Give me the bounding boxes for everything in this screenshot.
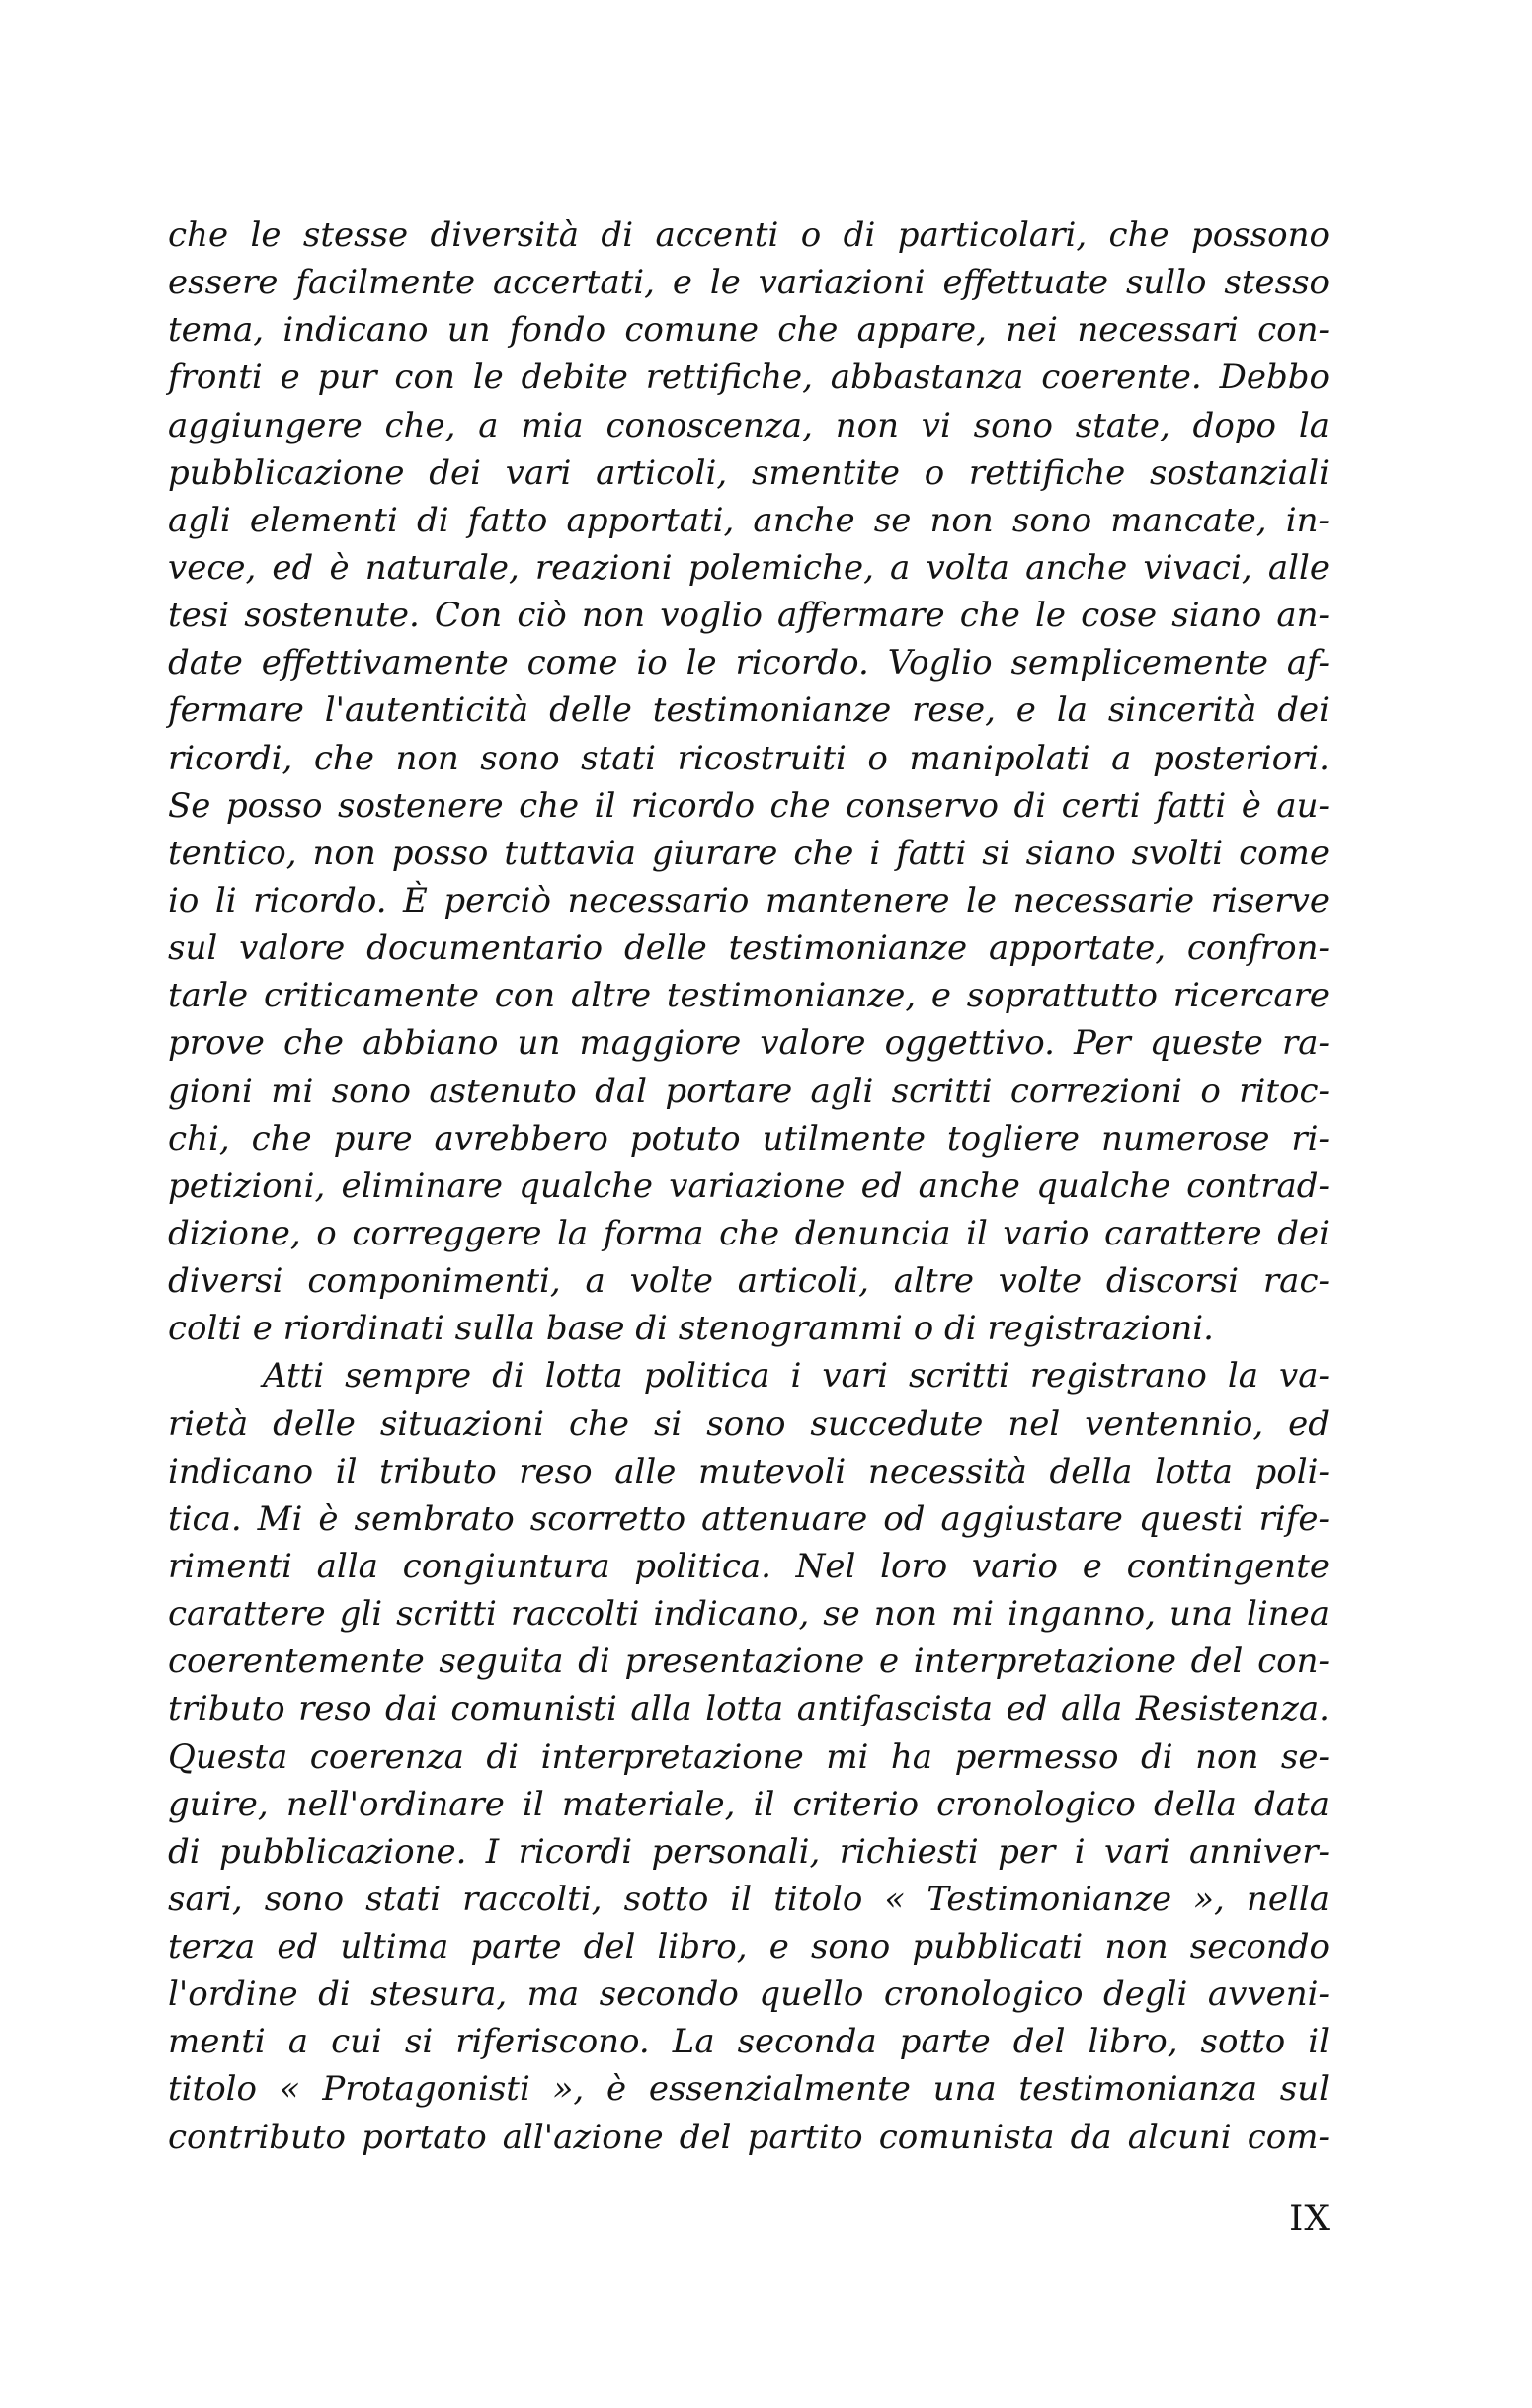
text-line: tributo reso dai comunisti alla lotta antifascista ed alla Resistenza.: [168, 1689, 1330, 1729]
text-line: diversi componimenti, a volte articoli, altre volte discorsi rac-: [168, 1261, 1330, 1302]
text-line: pubblicazione dei vari articoli, smentite o rettifiche sostanziali: [168, 452, 1330, 493]
text-line: sari, sono stati raccolti, sotto il titolo « Testimonianze », nella: [168, 1879, 1330, 1919]
text-line: fermare l'autenticità delle testimonianze rese, e la sincerità dei: [168, 690, 1330, 731]
text-line: tica. Mi è sembrato scorretto attenuare od aggiustare questi rife-: [168, 1498, 1330, 1539]
text-line-paragraph-start: Atti sempre di lotta politica i vari scritti registrano la va-: [263, 1356, 1330, 1397]
text-line: Se posso sostenere che il ricordo che conservo di certi fatti è au-: [168, 785, 1330, 826]
text-line: io li ricordo. È perciò necessario mantenere le necessarie riserve: [168, 880, 1330, 921]
text-line: sul valore documentario delle testimonianze apportate, confron-: [168, 928, 1330, 969]
text-line: titolo « Protagonisti », è essenzialmente una testimonianza sul: [168, 2069, 1330, 2110]
text-line: l'ordine di stesura, ma secondo quello cronologico degli avveni-: [168, 1974, 1330, 2015]
text-line: gioni mi sono astenuto dal portare agli scritti correzioni o ritoc-: [168, 1071, 1330, 1111]
text-line: tesi sostenute. Con ciò non voglio affermare che le cose siano an-: [168, 596, 1330, 636]
text-line: che le stesse diversità di accenti o di particolari, che possono: [168, 215, 1330, 255]
text-line: menti a cui si riferiscono. La seconda parte del libro, sotto il: [168, 2022, 1330, 2062]
text-line: rimenti alla congiuntura politica. Nel loro vario e contingente: [168, 1546, 1330, 1586]
text-line: dizione, o correggere la forma che denuncia il vario carattere dei: [168, 1213, 1330, 1253]
text-line: rietà delle situazioni che si sono succedute nel ventennio, ed: [168, 1404, 1330, 1444]
text-line: Questa coerenza di interpretazione mi ha permesso di non se-: [168, 1736, 1330, 1777]
text-line: indicano il tributo reso alle mutevoli necessità della lotta poli-: [168, 1451, 1330, 1491]
text-line: fronti e pur con le debite rettifiche, abbastanza coerente. Debbo: [168, 358, 1330, 398]
body-text: [168, 211, 1330, 2161]
text-line: tentico, non posso tuttavia giurare che i fatti si siano svolti come: [168, 833, 1330, 873]
text-line: prove che abbiano un maggiore valore oggettivo. Per queste ra-: [168, 1023, 1330, 1064]
text-line: agli elementi di fatto apportati, anche se non sono mancate, in-: [168, 500, 1330, 540]
text-line: guire, nell'ordinare il materiale, il criterio cronologico della data: [168, 1784, 1330, 1824]
text-line: ricordi, che non sono stati ricostruiti o manipolati a posteriori.: [168, 738, 1330, 778]
text-line: tema, indicano un fondo comune che appare, nei necessari con-: [168, 310, 1330, 351]
text-line: terza ed ultima parte del libro, e sono pubblicati non secondo: [168, 1927, 1330, 1967]
text-line: contributo portato all'azione del partito comunista da alcuni com-: [168, 2117, 1330, 2157]
text-line: date effettivamente come io le ricordo. Voglio semplicemente af-: [168, 643, 1330, 683]
text-line: essere facilmente accertati, e le variazioni effettuate sullo stesso: [168, 263, 1330, 303]
text-line: petizioni, eliminare qualche variazione ed anche qualche contrad-: [168, 1165, 1330, 1206]
text-line: chi, che pure avrebbero potuto utilmente togliere numerose ri-: [168, 1118, 1330, 1159]
text-line: carattere gli scritti raccolti indicano, se non mi inganno, una linea: [168, 1594, 1330, 1635]
text-line: di pubblicazione. I ricordi personali, richiesti per i vari anniver-: [168, 1831, 1330, 1872]
text-line: tarle criticamente con altre testimonianze, e soprattutto ricercare: [168, 976, 1330, 1016]
text-line: vece, ed è naturale, reazioni polemiche, a volta anche vivaci, alle: [168, 547, 1330, 588]
text-line: coerentemente seguita di presentazione e interpretazione del con-: [168, 1642, 1330, 1682]
page-number: IX: [1289, 2199, 1330, 2239]
text-line-paragraph-end: colti e riordinati sulla base di stenogrammi o di registrazioni.: [168, 1309, 1214, 1349]
text-line: aggiungere che, a mia conoscenza, non vi sono state, dopo la: [168, 405, 1330, 445]
